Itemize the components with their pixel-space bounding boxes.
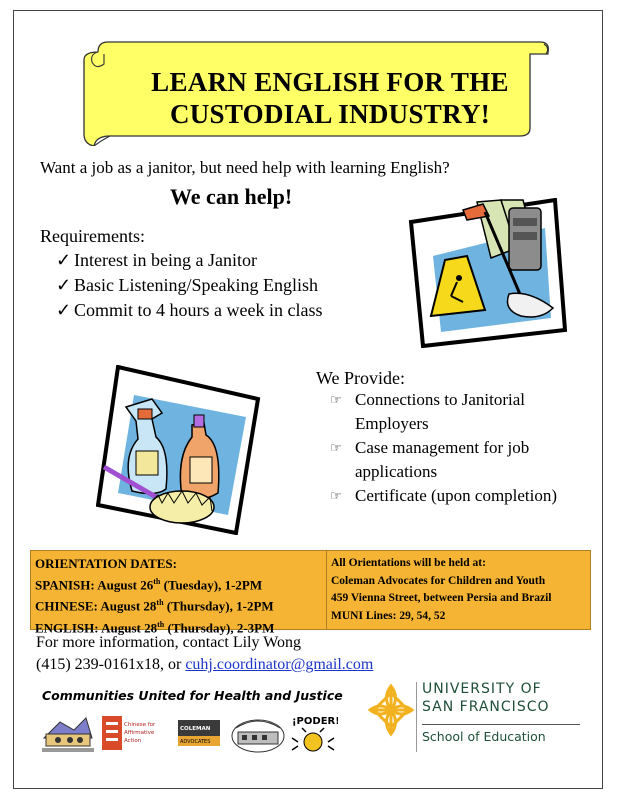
requirements-list xyxy=(56,248,322,323)
provide-item: ☞ Case management for job applications xyxy=(330,438,530,481)
svg-text:ADVOCATES: ADVOCATES xyxy=(180,739,211,745)
orientation-heading: ORIENTATION DATES: xyxy=(35,556,177,571)
orientation-location xyxy=(331,555,589,625)
pointing-hand-icon: ☞ xyxy=(330,392,342,407)
cuhj-title: Communities United for Health and Justice xyxy=(42,688,343,703)
usf-line-2: SAN FRANCISCO xyxy=(422,699,550,715)
requirement-item: ✓ Basic Listening/Speaking English xyxy=(56,273,322,298)
banner-line-2: CUSTODIAL INDUSTRY! xyxy=(169,99,491,129)
location-line: 459 Vienna Street, between Persia and Brazil xyxy=(331,592,552,604)
provide-list xyxy=(330,388,580,508)
janitor-mop-clipart xyxy=(405,198,571,348)
checkmark-icon: ✓ xyxy=(56,250,72,270)
banner-line-1: LEARN ENGLISH FOR THE xyxy=(151,67,509,97)
contact-line: For more information, contact Lily Wong xyxy=(36,634,302,651)
pointing-hand-icon: ☞ xyxy=(330,440,342,455)
requirements-heading: Requirements: xyxy=(40,226,145,246)
partner-logo-community-center xyxy=(230,712,286,759)
session-row: CHINESE: August 28th (Thursday), 1-2PM xyxy=(35,598,274,614)
usf-rule xyxy=(422,724,580,725)
we-provide-heading: We Provide: xyxy=(316,368,406,388)
requirement-item: ✓ Interest in being a Janitor xyxy=(56,248,322,273)
svg-text:Affirmative: Affirmative xyxy=(124,730,155,736)
usf-wordmark xyxy=(422,680,580,745)
usf-seal-icon xyxy=(366,682,416,738)
intro-text: Want a job as a janitor, but need help with learning English? xyxy=(40,158,450,177)
checkmark-icon: ✓ xyxy=(56,275,72,295)
requirement-item: ✓ Commit to 4 hours a week in class xyxy=(56,298,322,323)
provide-item: ☞ Connections to Janitorial Employers xyxy=(330,390,525,433)
session-row: ENGLISH: August 28th (Thursday), 2-3PM xyxy=(35,619,275,635)
svg-text:COLEMAN: COLEMAN xyxy=(180,726,211,732)
cleaning-supplies-clipart xyxy=(96,365,261,535)
partner-logo-chinese-affirmative-action xyxy=(100,712,162,759)
partner-logo-coleman-advocates xyxy=(176,718,222,757)
contact-phone-line: (415) 239-0161x18, or cuhj.coordinator@gmail.com xyxy=(36,656,374,673)
usf-line-1: UNIVERSITY OF xyxy=(422,681,542,697)
location-line: Coleman Advocates for Children and Youth xyxy=(331,574,546,587)
provide-item: ☞ Certificate (upon completion) xyxy=(330,484,580,508)
location-line: MUNI Lines: 29, 54, 52 xyxy=(331,609,446,622)
we-can-help-heading: We can help! xyxy=(170,184,293,209)
contact-info xyxy=(36,632,373,676)
usf-separator xyxy=(416,682,417,752)
location-line: All Orientations will be held at: xyxy=(331,557,486,569)
title-banner xyxy=(80,40,550,146)
usf-school: School of Education xyxy=(422,729,546,744)
partner-logo-neighborhood-center xyxy=(40,712,96,759)
partner-logo-poder xyxy=(288,712,338,759)
checkmark-icon: ✓ xyxy=(56,300,72,320)
caa-logo-text: Chinese for xyxy=(124,722,156,728)
banner-title xyxy=(140,66,520,130)
svg-text:¡PODER!: ¡PODER! xyxy=(292,716,338,727)
svg-text:Action: Action xyxy=(124,738,142,744)
pointing-hand-icon: ☞ xyxy=(330,488,342,503)
orientation-dates xyxy=(35,555,325,637)
session-row: SPANISH: August 26th (Tuesday), 1-2PM xyxy=(35,577,263,593)
email-link[interactable]: cuhj.coordinator@gmail.com xyxy=(185,656,374,673)
orientation-divider xyxy=(326,551,327,629)
orientation-box xyxy=(30,550,591,635)
